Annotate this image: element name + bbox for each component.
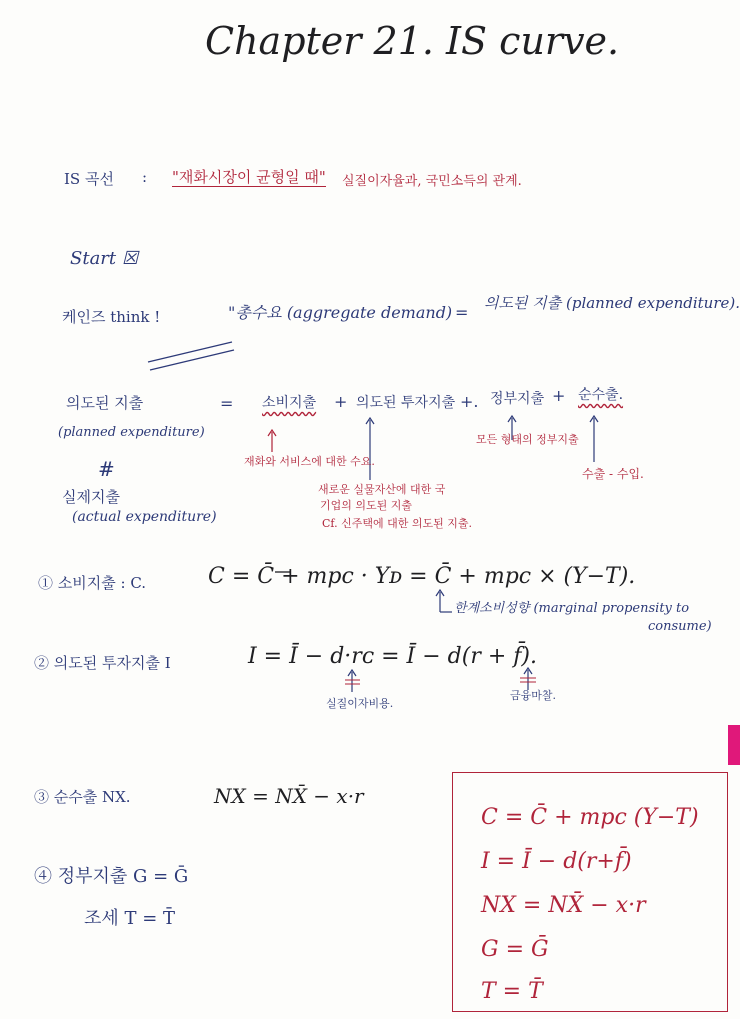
actual-expenditure-en: (actual expenditure) (72, 509, 217, 525)
item-net-export-label: ③ 순수출 NX. (34, 788, 131, 806)
government-term: 정부지출 (490, 391, 545, 407)
summary-box (452, 772, 728, 1012)
not-equal-mark: # (98, 457, 115, 481)
consumption-term: 소비지출 (262, 395, 317, 411)
net-export-term: 순수출. (578, 387, 624, 403)
item-investment-label: ② 의도된 투자지출 I (34, 654, 171, 672)
consumption-formula: C = C̄ + mpc · Yᴅ = C̄ + mpc × (Y−T). (208, 564, 636, 589)
mpc-note-suffix: consume) (648, 619, 712, 634)
net-export-formula: NX = NX̄ − x·r (214, 784, 364, 808)
planned-expenditure: 의도된 지출 (planned expenditure). (484, 294, 740, 312)
summary-net-export: NX = NX̄ − x·r (481, 893, 646, 918)
summary-consumption: C = C̄ + mpc (Y−T) (481, 805, 699, 830)
definition-rest: 실질이자율과, 국민소득의 관계. (342, 174, 522, 189)
plus-2: +. (460, 392, 479, 411)
page-title: Chapter 21. IS curve. (205, 19, 620, 63)
start-label: Start ☒ (70, 248, 138, 269)
real-interest-cost-note: 실질이자비용. (326, 697, 394, 710)
actual-expenditure-kr: 실제지출 (62, 488, 120, 506)
net-export-note: 수출 - 수입. (582, 467, 644, 481)
definition-colon: : (142, 168, 148, 186)
tax-label: 조세 T = T̄ (84, 908, 176, 929)
government-note: 모든 형태의 정부지출 (476, 433, 579, 446)
financial-friction-note: 금융마찰. (510, 689, 557, 702)
consumption-note: 재화와 서비스에 대한 수요. (244, 455, 375, 468)
item-consumption-label: ① 소비지출 : C. (38, 574, 147, 592)
is-curve-label: IS 곡선 (64, 170, 114, 188)
plus-1: + (334, 392, 348, 411)
investment-formula: I = Ī − d·rᴄ = Ī − d(r + f̄). (248, 644, 537, 669)
aggregate-demand: "총수요 (aggregate demand) (228, 303, 453, 322)
summary-tax: T = T̄ (481, 979, 543, 1004)
investment-note-3: Cf. 신주택에 대한 의도된 지출. (322, 517, 472, 530)
plus-3: + (552, 386, 566, 405)
definition-quote: "재화시장이 균형일 때" (172, 168, 326, 186)
investment-note-2: 기업의 의도된 지출 (320, 499, 413, 512)
investment-term: 의도된 투자지출 (356, 395, 456, 411)
page-edge-tab (728, 725, 740, 765)
item-government-label: ④ 정부지출 G = Ḡ (34, 866, 189, 887)
keynes-equals: = (455, 303, 469, 322)
keynes-think: 케인즈 think ! (62, 308, 161, 326)
mpc-note: 한계소비성향 (marginal propensity to (454, 601, 690, 616)
identity-equals: = (220, 394, 234, 413)
planned-expenditure-en: (planned expenditure) (58, 425, 205, 440)
planned-expenditure-kr: 의도된 지출 (66, 394, 144, 412)
summary-investment: I = Ī − d(r+f̄) (481, 849, 632, 874)
investment-note-1: 새로운 실물자산에 대한 국 (318, 483, 446, 496)
summary-government: G = Ḡ (481, 937, 549, 962)
